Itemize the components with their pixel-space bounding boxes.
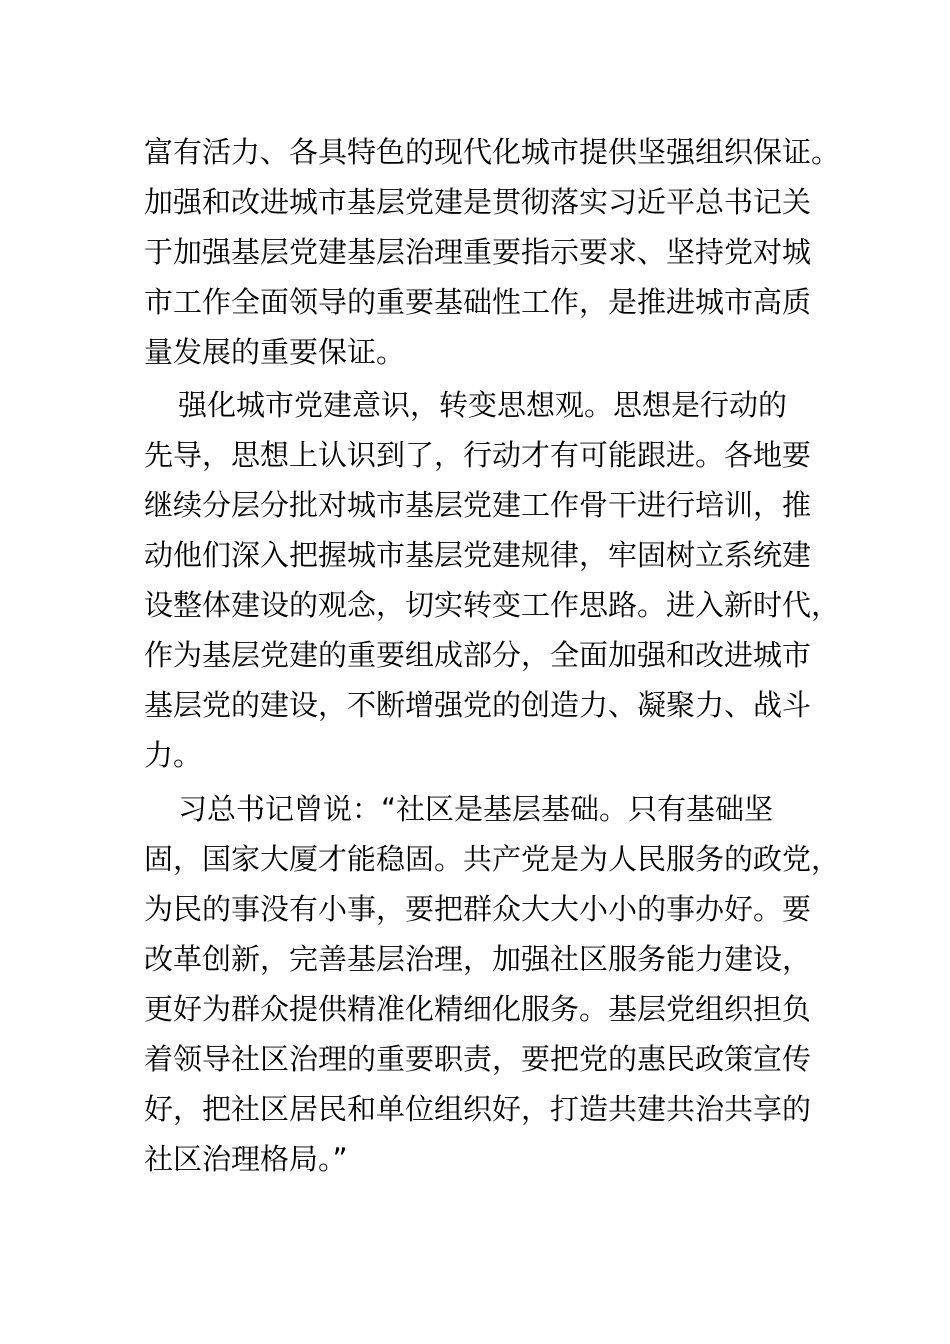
paragraph-2-line-7: 基层党的建设，不断增强党的创造力、凝聚力、战斗	[144, 688, 812, 722]
paragraph-2-line-2: 先导，思想上认识到了，行动才有可能跟进。各地要	[144, 438, 812, 472]
paragraph-2-line-6: 作为基层党建的重要组成部分，全面加强和改进城市	[144, 638, 812, 672]
paragraph-1-line-2: 加强和改进城市基层党建是贯彻落实习近平总书记关	[144, 185, 812, 219]
paragraph-2-line-3: 继续分层分批对城市基层党建工作骨干进行培训，推	[144, 488, 812, 522]
paragraph-3-line-6: 着领导社区治理的重要职责，要把党的惠民政策宣传	[144, 1042, 812, 1076]
paragraph-2-line-5: 设整体建设的观念，切实转变工作思路。进入新时代，	[144, 588, 841, 622]
paragraph-3-line-3: 为民的事没有小事，要把群众大大小小的事办好。要	[144, 892, 812, 926]
paragraph-1-line-5: 量发展的重要保证。	[144, 335, 406, 369]
paragraph-2-line-4: 动他们深入把握城市基层党建规律，牢固树立系统建	[144, 538, 812, 572]
paragraph-3-line-4: 改革创新，完善基层治理，加强社区服务能力建设，	[144, 942, 812, 976]
paragraph-3-line-5: 更好为群众提供精准化精细化服务。基层党组织担负	[144, 992, 812, 1026]
paragraph-3-line-1: 习总书记曾说：“社区是基层基础。只有基础坚	[178, 792, 774, 826]
paragraph-3-line-7: 好，把社区居民和单位组织好，打造共建共治共享的	[144, 1092, 812, 1126]
paragraph-2-line-8: 力。	[144, 738, 203, 772]
paragraph-1-line-4: 市工作全面领导的重要基础性工作，是推进城市高质	[144, 285, 812, 319]
paragraph-1-line-3: 于加强基层党建基层治理重要指示要求、坚持党对城	[144, 235, 812, 269]
paragraph-2-line-1: 强化城市党建意识，转变思想观。思想是行动的	[178, 388, 788, 422]
paragraph-3-line-8: 社区治理格局。”	[144, 1142, 348, 1176]
paragraph-1-line-1: 富有活力、各具特色的现代化城市提供坚强组织保证。	[144, 135, 841, 169]
paragraph-3-line-2: 固，国家大厦才能稳固。共产党是为人民服务的政党，	[144, 842, 841, 876]
